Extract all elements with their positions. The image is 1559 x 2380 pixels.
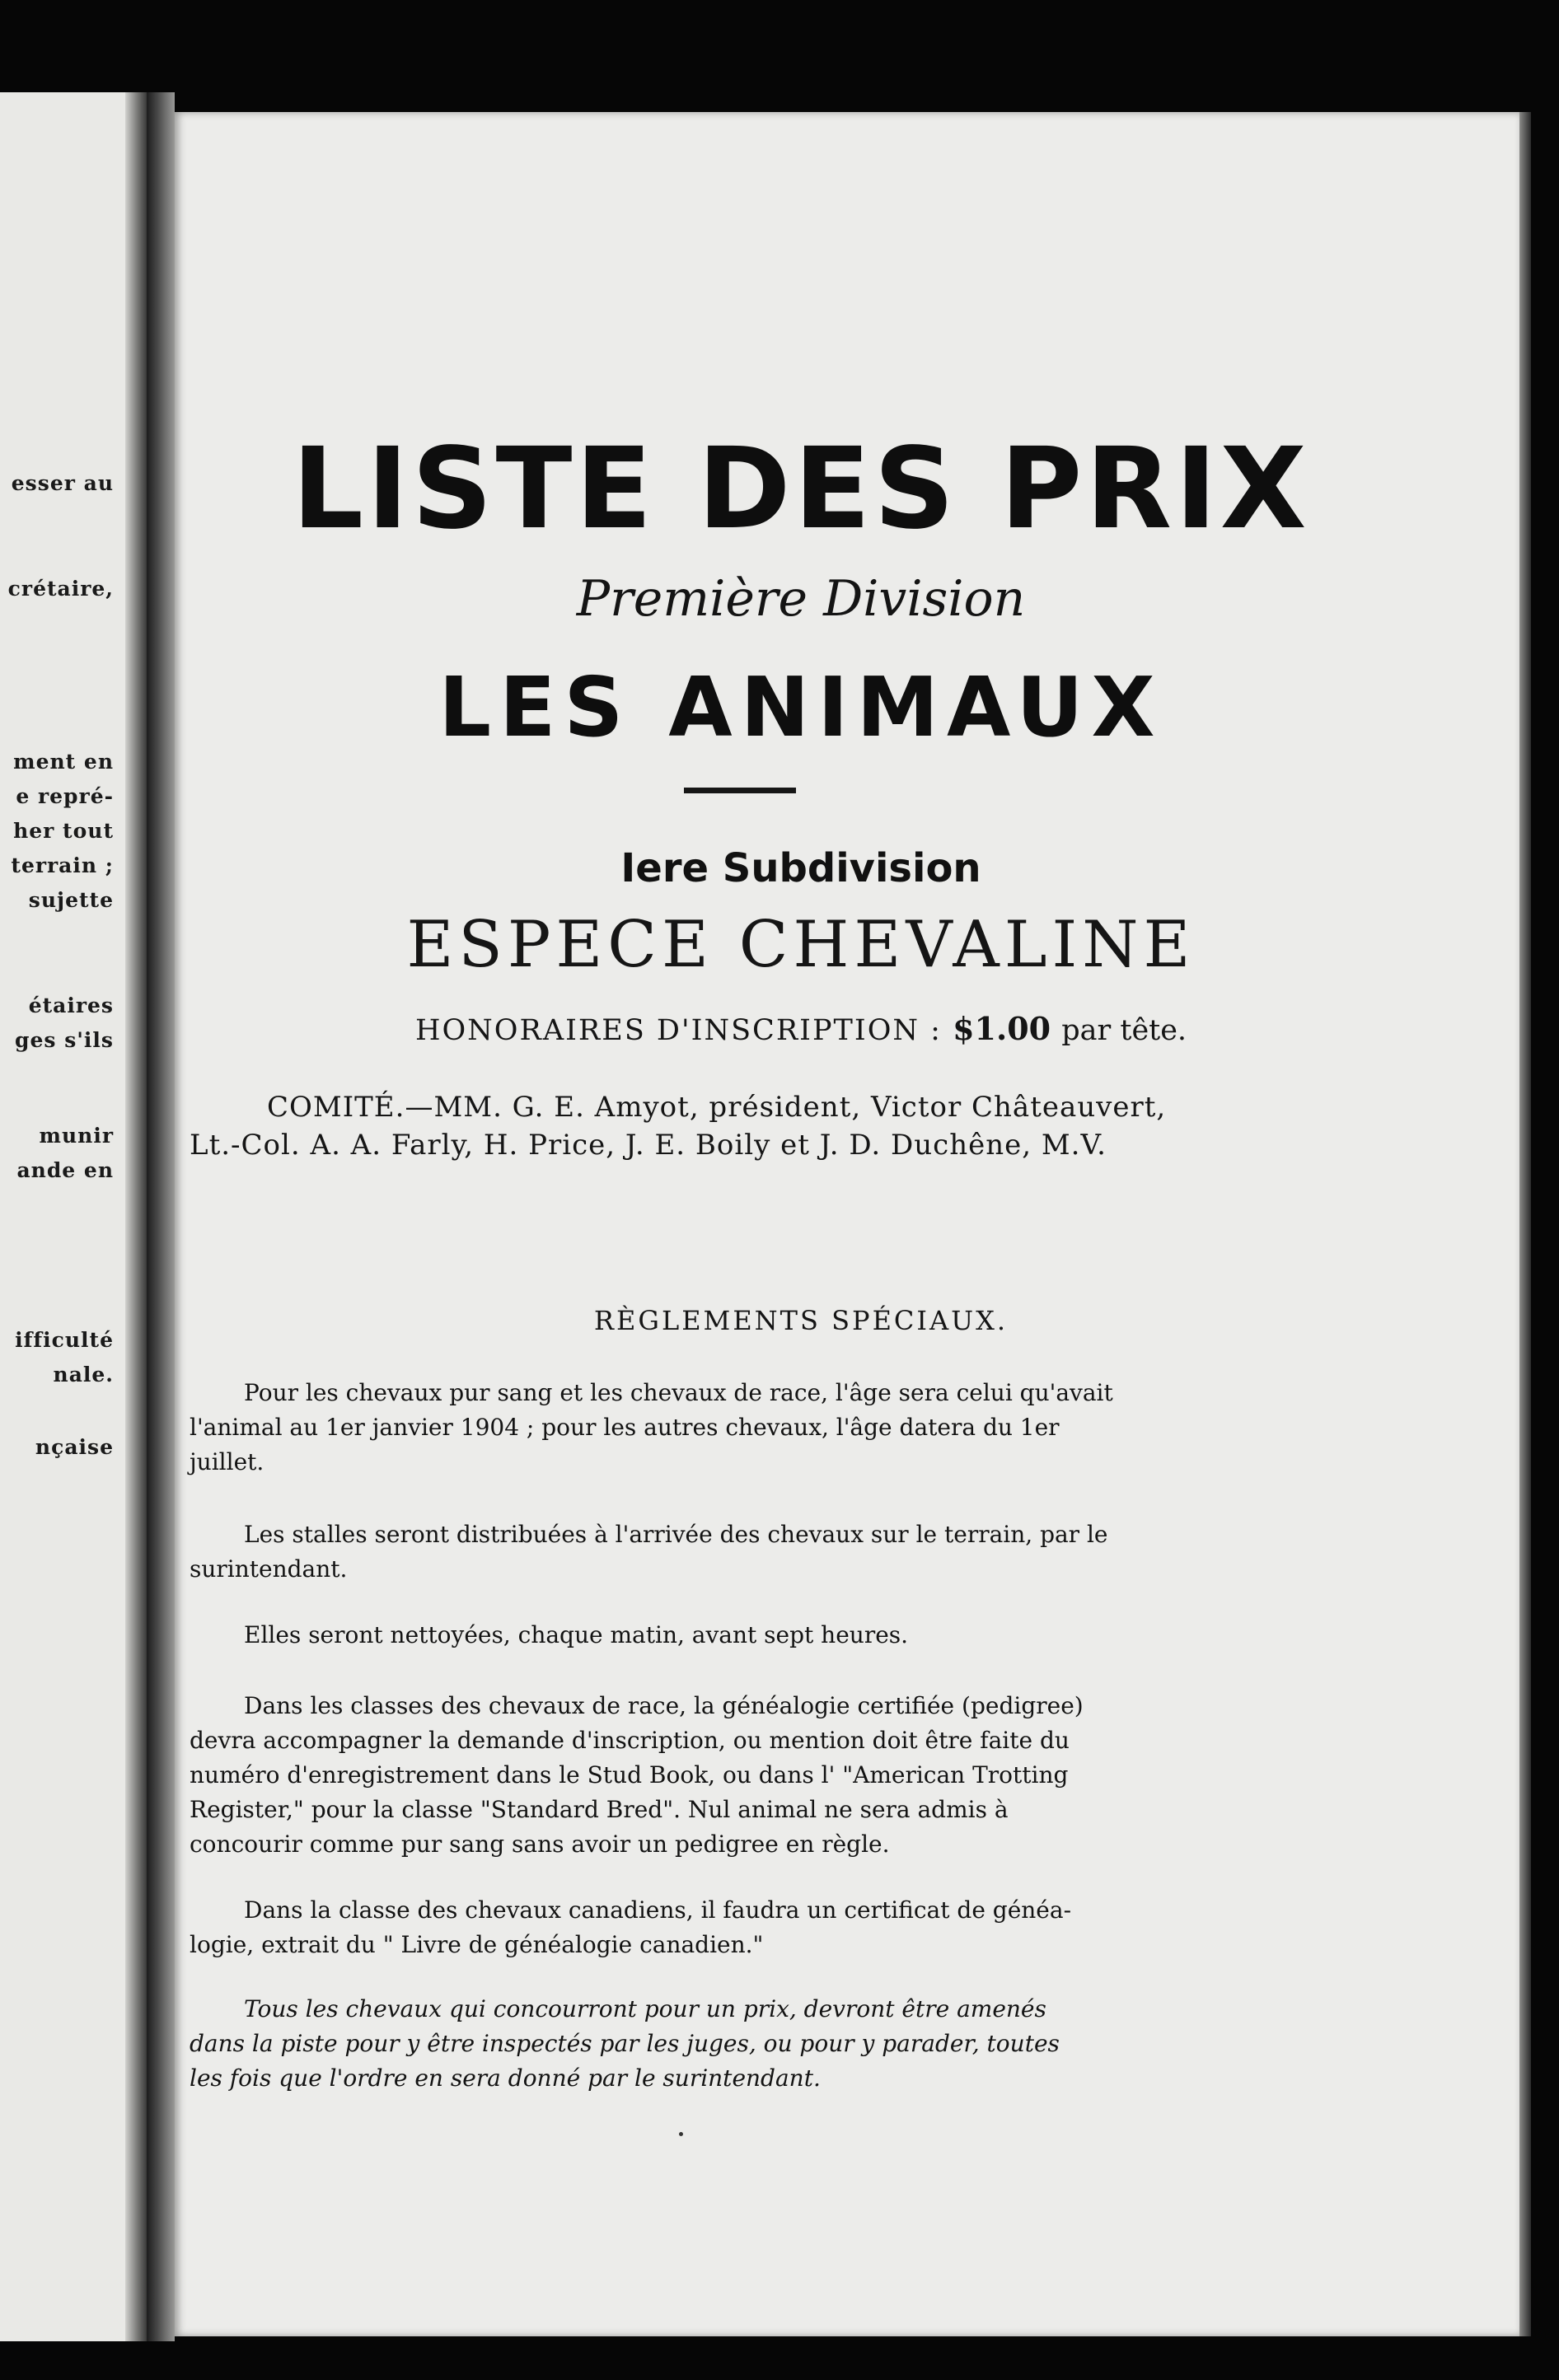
fee-label: HONORAIRES D'INSCRIPTION :: [414, 1014, 942, 1047]
rule-paragraph: [190, 1689, 1084, 1862]
rule-paragraph: [190, 1376, 1113, 1480]
paragraph-line: les fois que l'ordre en sera donné par le surintendant.: [190, 2064, 821, 2092]
rule-paragraph: [190, 1893, 1071, 1962]
left-fragment-text: étaires: [28, 994, 114, 1017]
division-heading: Première Division: [576, 570, 1026, 628]
paragraph-line: juillet.: [190, 1448, 265, 1475]
book-spine: [147, 92, 175, 2341]
paragraph-line: logie, extrait du " Livre de généalogie canadien.": [190, 1931, 764, 1958]
paragraph-line: l'animal au 1er janvier 1904 ; pour les autres chevaux, l'âge datera du 1er: [190, 1414, 1060, 1441]
fee-unit: par tête.: [1061, 1014, 1187, 1047]
paragraph-line: dans la piste pour y être inspectés par les juges, ou pour y parader, toutes: [190, 2030, 1060, 2057]
paragraph-line: Register," pour la classe "Standard Bred". Nul animal ne sera admis à: [190, 1796, 1009, 1823]
section-heading: LES ANIMAUX: [438, 659, 1163, 755]
left-fragment-text: ifficulté: [15, 1328, 114, 1352]
left-fragment-text: sujette: [28, 888, 114, 912]
left-fragment-text: munir: [39, 1124, 114, 1148]
left-fragment-text: her tout: [13, 819, 114, 843]
left-fragment-text: nçaise: [35, 1435, 114, 1459]
page-edge-shadow: [1519, 112, 1531, 2336]
left-fragment-text: e repré-: [16, 784, 114, 808]
subdivision-heading: Iere Subdivision: [620, 845, 981, 891]
paragraph-line: surintendant.: [190, 1555, 348, 1583]
registration-fee-line: [224, 1010, 1378, 1047]
special-rules-heading: RÈGLEMENTS SPÉCIAUX.: [593, 1305, 1009, 1336]
paragraph-line: concourir comme pur sang sans avoir un pedigree en règle.: [190, 1831, 890, 1858]
paragraph-line: Elles seront nettoyées, chaque matin, avant sept heures.: [244, 1621, 909, 1648]
species-heading: ESPECE CHEVALINE: [406, 908, 1196, 982]
paragraph-line: Dans la classe des chevaux canadiens, il faudra un certificat de généa-: [244, 1896, 1072, 1924]
paragraph-line: Pour les chevaux pur sang et les chevaux de race, l'âge sera celui qu'avait: [244, 1379, 1113, 1406]
document-page: [175, 112, 1519, 2336]
paragraph-line: Dans les classes des chevaux de race, la généalogie certifiée (pedigree): [244, 1692, 1084, 1719]
left-page-gutter: [125, 92, 147, 2341]
committee-line-2: Lt.-Col. A. A. Farly, H. Price, J. E. Boily et J. D. Duchêne, M.V.: [190, 1129, 1107, 1162]
paragraph-line: Les stalles seront distribuées à l'arrivée des chevaux sur le terrain, par le: [244, 1521, 1108, 1548]
left-fragment-text: terrain ;: [11, 853, 114, 877]
left-fragment-text: ges s'ils: [15, 1028, 114, 1052]
rule-paragraph: [190, 1618, 908, 1653]
committee-line-1: COMITÉ.—MM. G. E. Amyot, président, Victor Châteauvert,: [267, 1091, 1167, 1124]
paragraph-line: Tous les chevaux qui concourront pour un prix, devront être amenés: [244, 1995, 1046, 2022]
left-page-fragment: [0, 92, 147, 2341]
rule-paragraph: [190, 1517, 1108, 1587]
left-fragment-text: crétaire,: [7, 577, 114, 601]
paragraph-line: numéro d'enregistrement dans le Stud Book, ou dans l' "American Trotting: [190, 1761, 1069, 1789]
left-fragment-text: nale.: [53, 1363, 114, 1386]
ink-speck: [679, 2132, 683, 2136]
fee-amount: $1.00: [953, 1010, 1051, 1047]
left-fragment-text: esser au: [11, 471, 114, 495]
divider: [684, 788, 796, 793]
rule-paragraph-italic: [190, 1992, 1060, 2096]
left-fragment-text: ande en: [16, 1158, 114, 1182]
page-title: LISTE DES PRIX: [292, 424, 1310, 554]
paragraph-line: devra accompagner la demande d'inscription, ou mention doit être faite du: [190, 1727, 1070, 1754]
left-fragment-text: ment en: [13, 750, 114, 774]
